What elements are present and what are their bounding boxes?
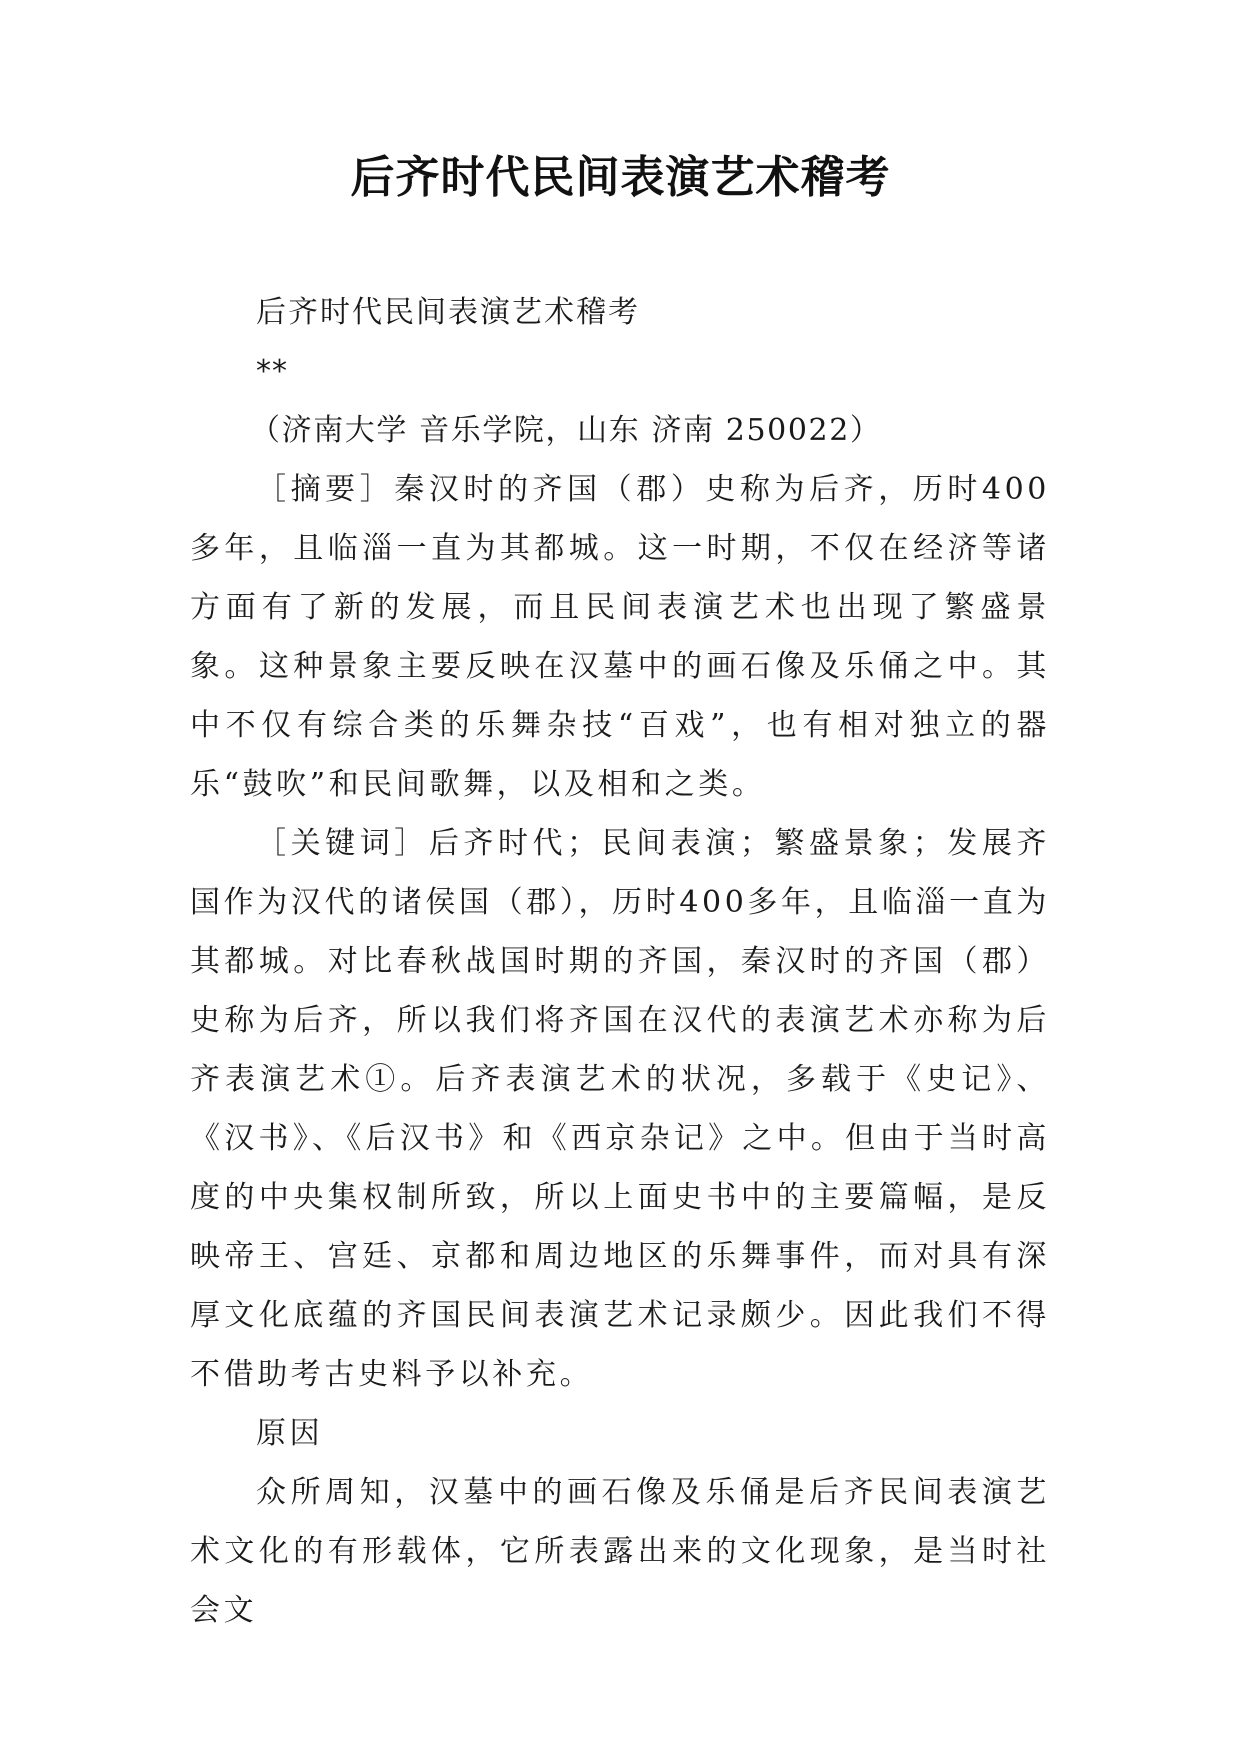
document-title: 后齐时代民间表演艺术稽考: [350, 152, 891, 203]
article-authors: **: [256, 354, 288, 389]
author-affiliation: （济南大学 音乐学院，山东 济南 250022）: [250, 413, 882, 448]
document-body: [190, 283, 1050, 1640]
keywords-paragraph: ［关键词］后齐时代；民间表演；繁盛景象；发展齐国作为汉代的诸侯国（郡），历时400多年，且临淄一直为其都城。对比春秋战国时期的齐国，秦汉时的齐国（郡）史称为后齐，所以我们将齐国在汉代的表演艺术亦称为后齐表演艺术①。后齐表演艺术的状况，多载于《史记》、《汉书》、《后汉书》和《西京杂记》之中。但由于当时高度的中央集权制所致，所以上面史书中的主要篇幅，是反映帝王、宫廷、京都和周边地区的乐舞事件，而对具有深厚文化底蕴的齐国民间表演艺术记录颇少。因此我们不得不借助考古史料予以补充。: [190, 826, 1050, 1392]
abstract-paragraph: ［摘要］秦汉时的齐国（郡）史称为后齐，历时400多年，且临淄一直为其都城。这一时期，不仅在经济等诸方面有了新的发展，而且民间表演艺术也出现了繁盛景象。这种景象主要反映在汉墓中的画石像及乐俑之中。其中不仅有综合类的乐舞杂技“百戏”，也有相对独立的器乐“鼓吹”和民间歌舞，以及相和之类。: [190, 472, 1050, 802]
body-paragraph: 众所周知，汉墓中的画石像及乐俑是后齐民间表演艺术文化的有形载体，它所表露出来的文化现象，是当时社会文: [190, 1475, 1050, 1628]
section-heading: 原因: [256, 1416, 324, 1451]
article-subtitle: 后齐时代民间表演艺术稽考: [256, 295, 640, 330]
